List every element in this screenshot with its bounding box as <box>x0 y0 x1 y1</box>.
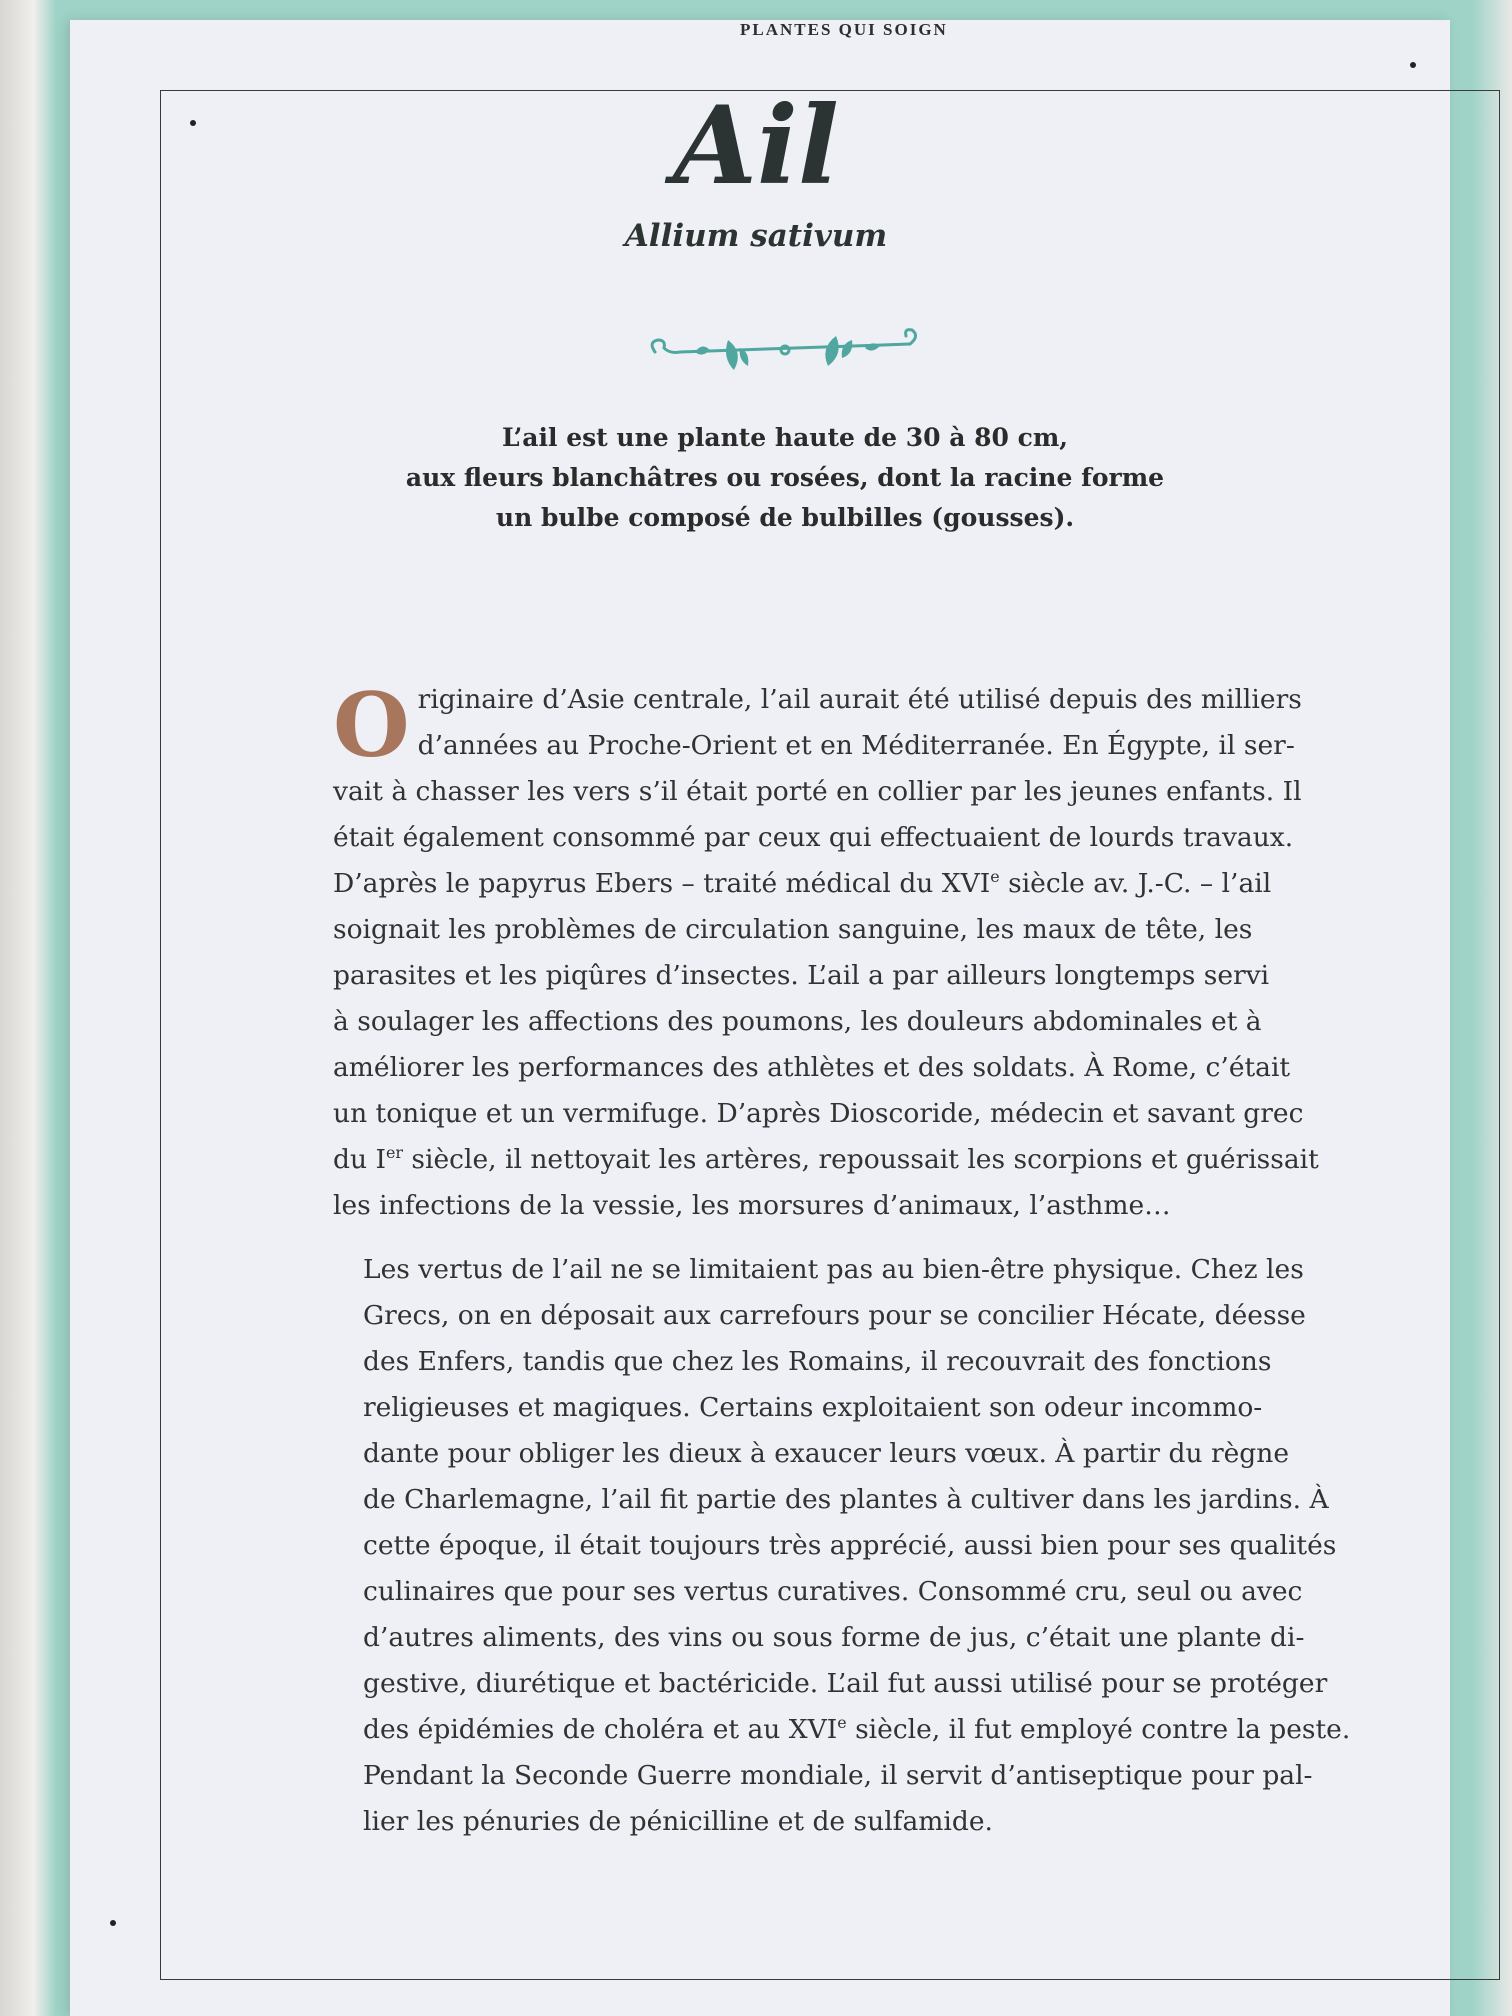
text-line: vait à chasser les vers s’il était porté en collier par les jeunes enfants. Il <box>333 776 1302 807</box>
paragraph-2 <box>333 1247 1351 1845</box>
text-line: cette époque, il était toujours très apprécié, aussi bien pour ses qualités <box>363 1530 1337 1561</box>
intro-line: aux fleurs blanchâtres ou rosées, dont la racine forme <box>405 463 1165 492</box>
text-line: dante pour obliger les dieux à exaucer leurs vœux. À partir du règne <box>363 1438 1290 1469</box>
leaf-ornament-icon <box>640 312 930 382</box>
text-line: de Charlemagne, l’ail fit partie des plantes à cultiver dans les jardins. À <box>363 1484 1329 1515</box>
text-line: soignait les problèmes de circulation sanguine, les maux de tête, les <box>333 914 1253 945</box>
text-line: gestive, diurétique et bactéricide. L’ail fut aussi utilisé pour se protéger <box>363 1668 1328 1699</box>
text-line: Pendant la Seconde Guerre mondiale, il servit d’antiseptique pour pal- <box>363 1760 1313 1791</box>
adjacent-page-edge <box>0 0 56 2016</box>
text-line: culinaires que pour ses vertus curatives. Consommé cru, seul ou avec <box>363 1576 1303 1607</box>
intro-text <box>400 418 1170 538</box>
corner-dot-bottom-left <box>110 1920 116 1926</box>
text-line: du Ier siècle, il nettoyait les artères, repoussait les scorpions et guérissait <box>333 1143 1319 1175</box>
text-line: parasites et les piqûres d’insectes. L’ail a par ailleurs longtemps servi <box>333 960 1270 991</box>
text-line: était également consommé par ceux qui effectuaient de lourds travaux. <box>333 822 1294 853</box>
latin-name: Allium sativum <box>624 218 888 254</box>
text-line: à soulager les affections des poumons, les douleurs abdominales et à <box>333 1006 1262 1037</box>
paragraph-1 <box>333 673 1319 1229</box>
text-line: Grecs, on en déposait aux carrefours pour se concilier Hécate, déesse <box>363 1300 1306 1331</box>
text-line: Les vertus de l’ail ne se limitaient pas au bien-être physique. Chez les <box>363 1254 1304 1285</box>
text-line: améliorer les performances des athlètes et des soldats. À Rome, c’était <box>333 1052 1291 1083</box>
page-title: Ail <box>673 83 839 209</box>
text-line: lier les pénuries de pénicilline et de sulfamide. <box>363 1806 993 1837</box>
intro-line: L’ail est une plante haute de 30 à 80 cm, <box>502 423 1068 452</box>
text-line: riginaire d’Asie centrale, l’ail aurait été utilisé depuis des milliers <box>417 684 1302 715</box>
text-line: d’années au Proche-Orient et en Méditerranée. En Égypte, il ser- <box>417 730 1295 761</box>
text-line: religieuses et magiques. Certains exploitaient son odeur incommo- <box>363 1392 1263 1423</box>
text-line: les infections de la vessie, les morsures d’animaux, l’asthme… <box>333 1190 1171 1221</box>
corner-dot-top-right <box>1410 62 1416 68</box>
body-text <box>333 673 1351 1845</box>
running-head: PLANTES QUI SOIGN <box>740 20 948 39</box>
text-line: un tonique et un vermifuge. D’après Dioscoride, médecin et savant grec <box>333 1098 1304 1129</box>
text-line: D’après le papyrus Ebers – traité médical du XVIe siècle av. J.-C. – l’ail <box>333 867 1272 899</box>
intro-line: un bulbe composé de bulbilles (gousses). <box>495 503 1075 532</box>
drop-cap: O <box>333 673 410 777</box>
text-line: d’autres aliments, des vins ou sous forme de jus, c’était une plante di- <box>363 1622 1305 1653</box>
text-line: des épidémies de choléra et au XVIe siècle, il fut employé contre la peste. <box>363 1713 1351 1745</box>
text-line: des Enfers, tandis que chez les Romains, il recouvrait des fonctions <box>363 1346 1272 1377</box>
